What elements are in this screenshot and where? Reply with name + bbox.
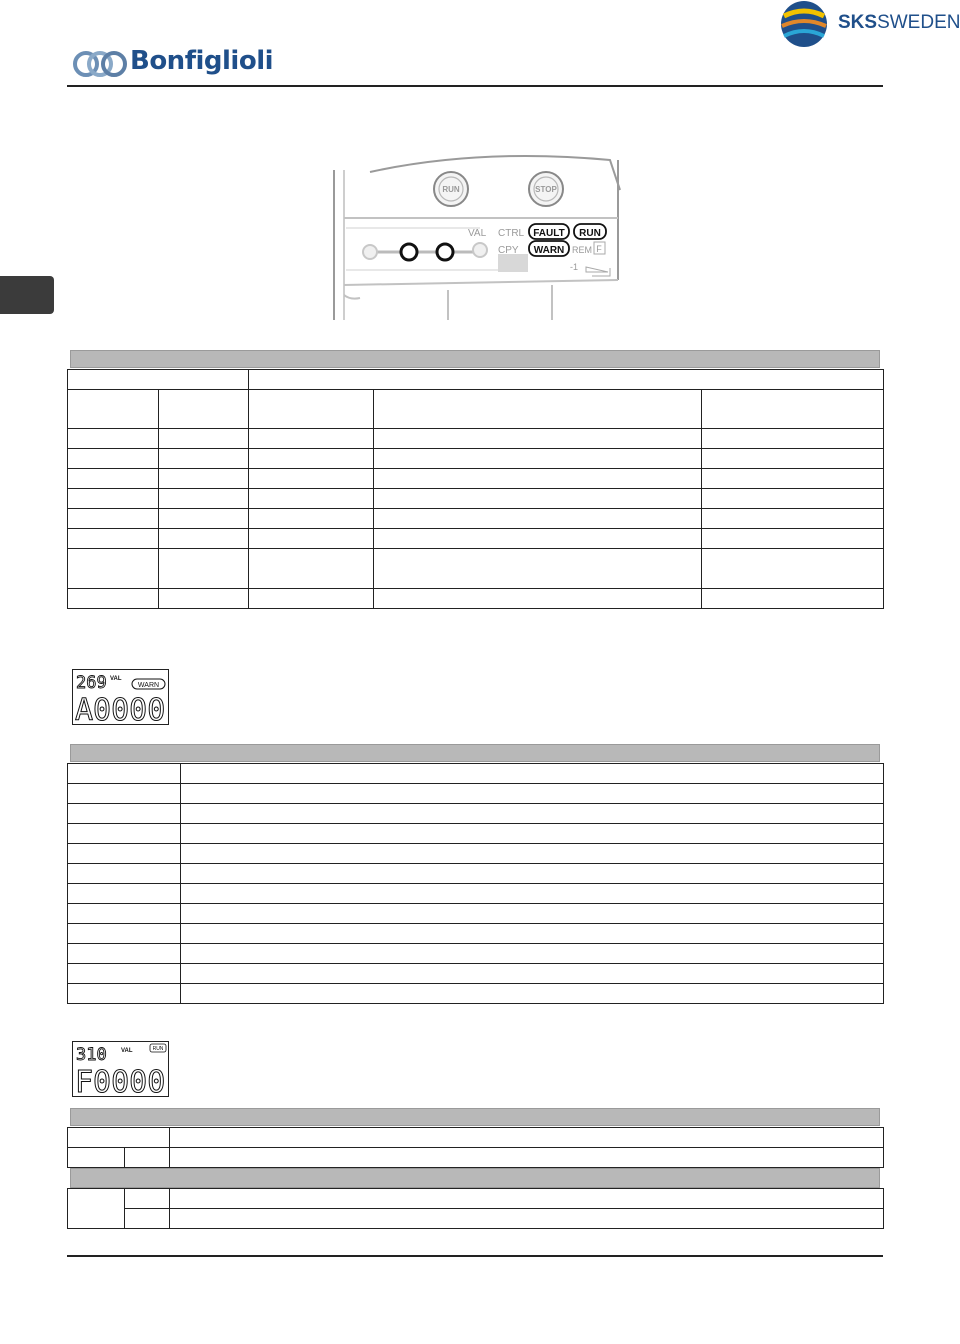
table-row <box>68 844 884 864</box>
brand-name-right <box>838 12 960 34</box>
table-row <box>68 784 884 804</box>
table-row <box>68 764 884 784</box>
table-1-title-bar <box>70 350 880 368</box>
operator-panel-illustration <box>330 150 620 322</box>
led-3-icon <box>437 244 453 260</box>
table-row <box>68 964 884 984</box>
led-2-icon <box>401 244 417 260</box>
header-rule <box>67 85 883 87</box>
ramp-icon <box>586 267 608 272</box>
table-row <box>68 824 884 844</box>
warning-display <box>72 669 169 728</box>
table-row <box>68 489 884 509</box>
indicator-fault: FAULT <box>533 228 565 239</box>
run-button <box>434 172 468 206</box>
table-row <box>68 1148 884 1168</box>
table-row <box>68 509 884 529</box>
stop-button <box>529 172 563 206</box>
table-row <box>68 944 884 964</box>
table-row <box>68 1128 884 1148</box>
stop-button-label: STOP <box>535 185 557 194</box>
chapter-side-tab <box>0 276 54 314</box>
table-3-sub-bar <box>70 1168 880 1188</box>
indicator-rem: REM <box>572 245 592 255</box>
footer-rule <box>67 1255 883 1257</box>
brand-name-left: Bonfiglioli <box>130 46 274 76</box>
table-1-head-cell <box>68 370 249 390</box>
table-row <box>68 529 884 549</box>
table-1 <box>67 369 884 609</box>
table-2-title-bar <box>70 744 880 762</box>
table-row <box>68 864 884 884</box>
table-1-head-row-1 <box>68 370 884 390</box>
table-2 <box>67 763 884 1004</box>
indicator-val: VAL <box>468 228 487 239</box>
indicator-minus-one: -1 <box>570 262 579 272</box>
sks-sweden-logo-icon <box>778 0 834 50</box>
table-4 <box>67 1188 884 1229</box>
fault-display-main-digits: F0000 <box>75 1065 166 1100</box>
run-button-label: RUN <box>442 185 460 194</box>
panel-key-shadow <box>498 254 528 272</box>
table-row <box>68 469 884 489</box>
table-row <box>68 904 884 924</box>
table-1-head-row-2 <box>68 390 884 429</box>
indicator-ctrl: CTRL <box>498 228 525 239</box>
table-row <box>68 589 884 609</box>
table-3-title-bar <box>70 1108 880 1126</box>
table-row <box>68 804 884 824</box>
table-row <box>68 884 884 904</box>
indicator-cpy: CPY <box>498 245 519 256</box>
warning-display-top-digits: 269 <box>76 673 107 693</box>
table-row <box>68 1189 884 1209</box>
led-4-icon <box>473 243 487 257</box>
table-row <box>68 924 884 944</box>
warning-display-badge: WARN <box>137 682 160 689</box>
warning-display-val: VAL <box>110 676 122 682</box>
indicator-warn: WARN <box>533 245 565 256</box>
fault-display <box>72 1041 169 1100</box>
indicator-f: F <box>596 244 602 254</box>
fault-display-badge: RUN <box>152 1046 164 1052</box>
table-row <box>68 549 884 589</box>
table-row <box>68 429 884 449</box>
fault-display-val: VAL <box>121 1048 133 1054</box>
table-3 <box>67 1127 884 1168</box>
table-row <box>68 1209 884 1229</box>
table-row <box>68 984 884 1004</box>
brand-right-light: SWEDEN <box>877 12 960 33</box>
table-row <box>68 449 884 469</box>
table-1-head-cell <box>249 370 884 390</box>
indicator-run: RUN <box>579 228 601 239</box>
fault-display-top-digits: 310 <box>76 1045 107 1065</box>
led-1-icon <box>363 245 377 259</box>
warning-display-main-digits: A0000 <box>75 693 166 728</box>
brand-right-bold: SKS <box>838 12 878 33</box>
